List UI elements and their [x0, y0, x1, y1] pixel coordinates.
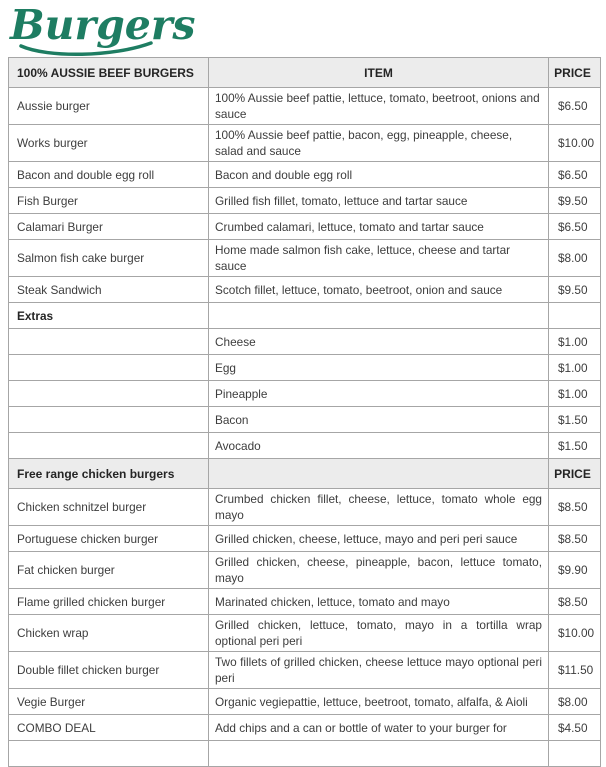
item-price-cell: $1.00 [549, 329, 601, 355]
menu-row [9, 277, 601, 303]
item-price-cell: $6.50 [549, 162, 601, 188]
item-price-cell: $8.50 [549, 589, 601, 615]
item-price-cell: $6.50 [549, 88, 601, 125]
menu-row [9, 715, 601, 741]
item-name-cell [9, 329, 209, 355]
item-name-cell [9, 355, 209, 381]
item-name-cell: Flame grilled chicken burger [9, 589, 209, 615]
item-desc-cell: Egg [209, 355, 549, 381]
item-name-cell [9, 407, 209, 433]
item-name-cell: Extras [9, 303, 209, 329]
menu-row [9, 88, 601, 125]
item-name-cell: Steak Sandwich [9, 277, 209, 303]
menu-row [9, 125, 601, 162]
item-price-cell: $8.50 [549, 489, 601, 526]
item-name-cell: Chicken schnitzel burger [9, 489, 209, 526]
item-name-cell: Bacon and double egg roll [9, 162, 209, 188]
menu-row [9, 615, 601, 652]
item-desc-cell: Avocado [209, 433, 549, 459]
item-name-cell: Fat chicken burger [9, 552, 209, 589]
menu-row [9, 355, 601, 381]
menu-row [9, 407, 601, 433]
price-column-header-cell: PRICE [549, 58, 601, 88]
item-desc-cell [209, 741, 549, 767]
item-desc-cell: Crumbed chicken fillet, cheese, lettuce, tomato whole egg mayo [209, 489, 549, 526]
item-desc-cell: 100% Aussie beef pattie, bacon, egg, pineapple, cheese, salad and sauce [209, 125, 549, 162]
menu-row [9, 188, 601, 214]
menu-row [9, 689, 601, 715]
item-desc-cell: Add chips and a can or bottle of water to your burger for [209, 715, 549, 741]
item-desc-cell: Marinated chicken, lettuce, tomato and mayo [209, 589, 549, 615]
item-name-cell: Salmon fish cake burger [9, 240, 209, 277]
item-desc-cell: Grilled chicken, cheese, lettuce, mayo and peri peri sauce [209, 526, 549, 552]
item-price-cell: $9.90 [549, 552, 601, 589]
logo-text: Burgers [10, 1, 196, 49]
menu-row [9, 489, 601, 526]
menu-row [9, 741, 601, 767]
menu-row [9, 303, 601, 329]
logo-graphic [8, 0, 198, 56]
item-desc-cell: Grilled chicken, lettuce, tomato, mayo in a tortilla wrap optional peri peri [209, 615, 549, 652]
item-name-cell: Vegie Burger [9, 689, 209, 715]
item-price-cell: $9.50 [549, 277, 601, 303]
item-name-cell [9, 433, 209, 459]
item-price-cell: $6.50 [549, 214, 601, 240]
item-name-cell: Calamari Burger [9, 214, 209, 240]
item-desc-cell: Home made salmon fish cake, lettuce, cheese and tartar sauce [209, 240, 549, 277]
section-title-cell: 100% AUSSIE BEEF BURGERS [9, 58, 209, 88]
item-desc-cell: Grilled fish fillet, tomato, lettuce and tartar sauce [209, 188, 549, 214]
item-price-cell: $1.50 [549, 407, 601, 433]
item-name-cell: Works burger [9, 125, 209, 162]
item-price-cell: $4.50 [549, 715, 601, 741]
item-desc-cell: Crumbed calamari, lettuce, tomato and tartar sauce [209, 214, 549, 240]
item-price-cell: $9.50 [549, 188, 601, 214]
item-price-cell: $8.50 [549, 526, 601, 552]
item-name-cell [9, 381, 209, 407]
item-name-cell: Double fillet chicken burger [9, 652, 209, 689]
item-desc-cell: Grilled chicken, cheese, pineapple, bacon, lettuce tomato, mayo [209, 552, 549, 589]
item-desc-cell [209, 303, 549, 329]
menu-table [8, 57, 601, 767]
menu-row [9, 589, 601, 615]
menu-row [9, 433, 601, 459]
item-desc-cell: Pineapple [209, 381, 549, 407]
item-name-cell: Chicken wrap [9, 615, 209, 652]
menu-row [9, 214, 601, 240]
item-name-cell: COMBO DEAL [9, 715, 209, 741]
section-header-row [9, 58, 601, 88]
item-desc-cell: Cheese [209, 329, 549, 355]
menu-row [9, 240, 601, 277]
item-desc-cell: 100% Aussie beef pattie, lettuce, tomato, beetroot, onions and sauce [209, 88, 549, 125]
item-desc-cell: Two fillets of grilled chicken, cheese lettuce mayo optional peri peri [209, 652, 549, 689]
item-price-cell: $11.50 [549, 652, 601, 689]
item-name-cell: Aussie burger [9, 88, 209, 125]
item-desc-cell: Scotch fillet, lettuce, tomato, beetroot, onion and sauce [209, 277, 549, 303]
menu-row [9, 381, 601, 407]
item-name-cell [9, 741, 209, 767]
item-price-cell: $1.50 [549, 433, 601, 459]
item-price-cell: $10.00 [549, 125, 601, 162]
menu-row [9, 652, 601, 689]
item-price-cell: $8.00 [549, 240, 601, 277]
item-desc-cell: Bacon and double egg roll [209, 162, 549, 188]
item-price-cell [549, 741, 601, 767]
item-price-cell: $1.00 [549, 355, 601, 381]
item-desc-cell: Organic vegiepattie, lettuce, beetroot, tomato, alfalfa, & Aioli [209, 689, 549, 715]
item-price-cell: $8.00 [549, 689, 601, 715]
menu-row [9, 162, 601, 188]
item-name-cell: Portuguese chicken burger [9, 526, 209, 552]
price-column-header-cell: PRICE [549, 459, 601, 489]
item-price-cell: $1.00 [549, 381, 601, 407]
item-price-cell [549, 303, 601, 329]
item-column-header-cell [209, 459, 549, 489]
menu-row [9, 552, 601, 589]
item-name-cell: Fish Burger [9, 188, 209, 214]
menu-row [9, 526, 601, 552]
item-desc-cell: Bacon [209, 407, 549, 433]
menu-row [9, 329, 601, 355]
section-header-row [9, 459, 601, 489]
item-price-cell: $10.00 [549, 615, 601, 652]
menu-table-body [9, 58, 601, 767]
logo [8, 0, 198, 56]
section-title-cell: Free range chicken burgers [9, 459, 209, 489]
item-column-header-cell: ITEM [209, 58, 549, 88]
